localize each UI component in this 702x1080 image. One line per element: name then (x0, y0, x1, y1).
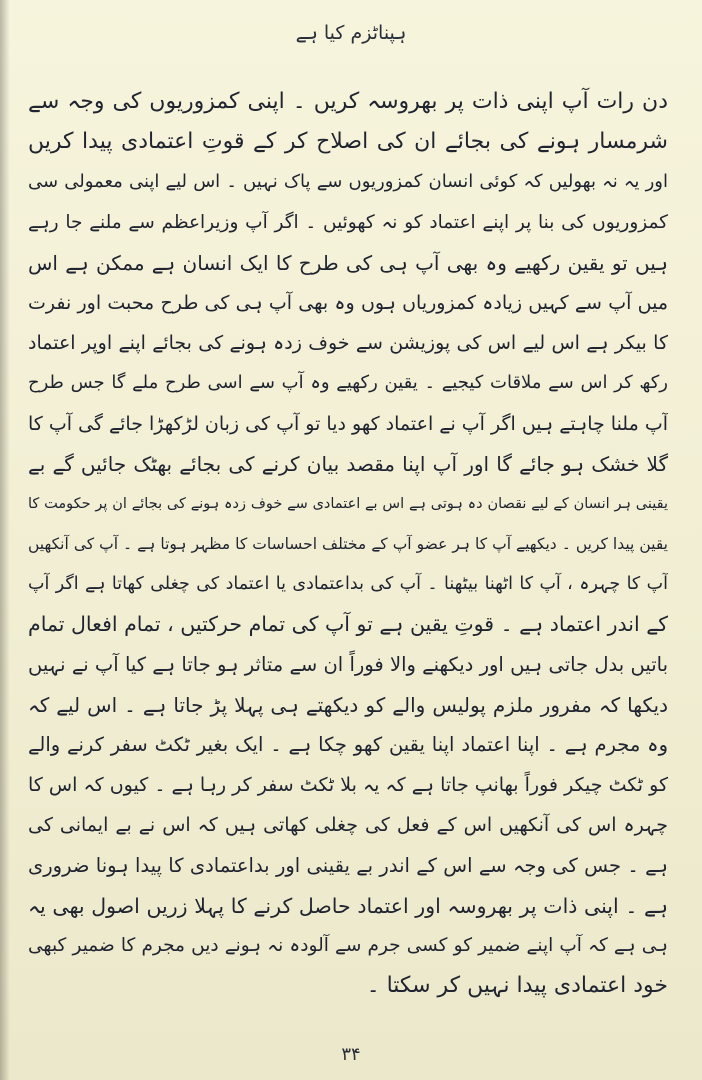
text-line: ہے ۔ جس کی وجہ سے اس کے اندر بے یقینی اور بداعتمادی کا پیدا ہونا ضروری (28, 853, 668, 877)
text-line: دیکھا کہ مفرور ملزم پولیس والے کو دیکھتے ہی پہلا پڑ جاتا ہے ۔ اس لیے کہ (28, 692, 668, 717)
text-line: کے اندر اعتماد ہے ۔ قوتِ یقین ہے تو آپ کی تمام حرکتیں ، تمام افعال تمام (28, 612, 668, 637)
text-line: وہ مجرم ہے ۔ اپنا اعتماد اپنا یقین کھو چکا ہے ۔ ایک بغیر ٹکٹ سفر کرنے والے (28, 733, 668, 756)
text-line: چہرہ اس کی آنکھیں اس کے فعل کی چغلی کھاتی ہیں کہ اس نے بے ایمانی کی (28, 814, 668, 837)
page-number: ۳۴ (341, 1044, 361, 1065)
chapter-title: ہپناٹزم کیا ہے (295, 22, 407, 44)
text-line: آپ کا چہرہ ، آپ کا اٹھنا بیٹھنا ۔ آپ کی بداعتمادی یا اعتماد کی چغلی کھاتا ہے اگر آپ (28, 574, 668, 595)
text-line: رکھ کر اس سے ملاقات کیجیے ۔ یقین رکھیے وہ آپ سے اسی طرح ملے گا جس طرح (28, 372, 668, 394)
text-line: ہیں تو یقین رکھیے وہ بھی آپ ہی کی طرح کا ایک انسان ہے ممکن ہے اس (28, 250, 668, 275)
text-line: ہی ہے کہ آپ اپنے ضمیر کو کسی جرم سے آلودہ نہ ہونے دیں مجرم کا ضمیر کبھی (28, 934, 668, 956)
text-line: شرمسار ہونے کی بجائے ان کی اصلاح کر کے قوتِ اعتمادی پیدا کریں (28, 129, 668, 155)
text-line: کا بیکر ہے اس لیے اس کی پوزیشن سے خوف زدہ ہونے کی بجائے اپنے اوپر اعتماد (28, 332, 668, 355)
body-text (28, 82, 668, 1006)
text-line: ہے ۔ اپنی ذات پر بھروسہ اور اعتماد حاصل کرنے کا پہلا زریں اصول بھی یہ (28, 893, 668, 918)
text-line: یقینی ہر انسان کے لیے نقصان دہ ہوتی ہے اس بے اعتمادی سے خوف زدہ ہونے کی بجائے ان پر حکومت کا (28, 495, 668, 512)
text-line: اور یہ نہ بھولیں کہ کوئی انسان کمزوریوں سے پاک نہیں ۔ اس لیے اپنی معمولی سی (28, 171, 668, 193)
text-line: کمزوریوں کی بنا پر اپنے اعتماد کو نہ کھوئیں ۔ اگر آپ وزیراعظم سے ملنے جا رہے (28, 211, 668, 233)
text-line: میں آپ سے کہیں زیادہ کمزوریاں ہوں وہ بھی آپ ہی کی طرح محبت اور نفرت (28, 291, 668, 314)
text-line: آپ ملنا چاہتے ہیں اگر آپ نے اعتماد کھو دیا تو آپ کی زبان لڑکھڑا جائے گی آپ کا (28, 412, 668, 435)
text-line: خود اعتمادی پیدا نہیں کر سکتا ۔ (366, 973, 668, 999)
text-line: دن رات آپ اپنی ذات پر بھروسہ کریں ۔ اپنی کمزوریوں کی وجہ سے (28, 89, 668, 114)
text-line: گلا خشک ہو جائے گا اور آپ اپنا مقصد بیان کرنے کی بجائے بھٹک جائیں گے بے (28, 451, 668, 476)
page-spine-shadow (0, 0, 10, 1080)
text-line: کو ٹکٹ چیکر فوراً بھانپ جاتا ہے کہ یہ بلا ٹکٹ سفر کر رہا ہے ۔ کیوں کہ اس کا (28, 774, 668, 797)
text-line: باتیں بدل جاتی ہیں اور دیکھنے والا فوراً ان سے متاثر ہو جاتا ہے کیا آپ نے نہیں (28, 652, 668, 676)
text-line: یقین پیدا کریں ۔ دیکھیے آپ کا ہر عضو آپ کے مختلف احساسات کا مظہر ہوتا ہے ۔ آپ کی آنکھیں (28, 535, 668, 554)
